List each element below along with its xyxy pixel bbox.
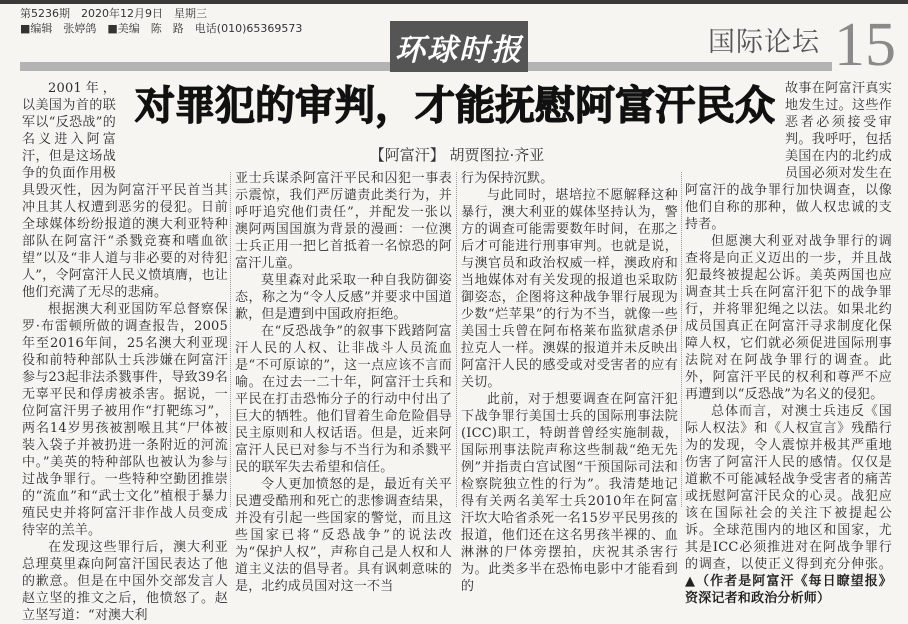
intro-text: 故事在阿富汗真实地发生过。这些作恶者必须接受审判。我呼吁，包括美国在内的北约成员国必须对发生在阿富汗的战争罪 <box>685 81 892 198</box>
paragraph-text: 总体而言，对澳士兵违反《国际人权法》和《人权宣言》残酷行为的发现，令人震惊并极其严重地伤害了阿富汗人民的感情。仅仅是道歉不可能减轻战争受害者的痛苦或抚慰阿富汗民众的心灵。战犯应该在国际社会的关注下被提起公诉。全球范围内的地区和国家，尤其是ICC必须推进对在阿战争罪行的调查，以使正义得到充分伸张。 <box>685 404 892 572</box>
page-number: 15 <box>834 11 896 79</box>
paragraph: 莫里森对此采取一种自我防御姿态，称之为“令人反感”并要求中国道歉，但是遭到中国政府拒绝。 <box>235 273 452 322</box>
column-3 <box>461 170 678 595</box>
paragraph: 行为保持沉默。 <box>461 171 554 186</box>
paragraph: 在“反恐战争”的叙事下践踏阿富汗人民的人权、让非战斗人员流血是“不可原谅的”，这一点应该不言而喻。在过去一二十年，阿富汗士兵和平民在打击恐怖分子的行动中付出了巨大的牺牲。他们冒着生命危险倡导民主原则和人权话语。但是，近来阿富汗人民已对参与不当行为和杀戮平民的联军失去希望和信任。 <box>235 324 452 475</box>
paragraph-text: 阿富汗平民首当其冲且其人权遭到恶劣的侵犯。日前全球媒体纷纷报道的澳大利亚特种部队在阿富汗“杀戮竞赛和嗜血欲望”以及“非人道与非必要的对待犯人”，令阿富汗人民义愤填膺，也让他们充满了无尽的悲痛。 <box>22 183 228 300</box>
issue-line: 第5236期 2020年12月9日 星期三 <box>20 7 207 20</box>
paragraph: 亚士兵谋杀阿富汗平民和囚犯一事表示震惊，我们严厉谴责此类行为，并呼吁追究他们责任”，并配发一张以澳阿两国国旗为背景的漫画：一位澳士兵正用一把匕首抵着一名惊恐的阿富汗儿童。 <box>235 171 452 271</box>
column-divider <box>456 172 457 507</box>
byline-author: 胡贾图拉·齐亚 <box>449 146 545 164</box>
intro-text: 2001年，以美国为首的联军以“反恐战”的名义进入阿富汗，但是这场战争的负面作用极具毁灭性，因为 <box>22 81 119 198</box>
author-note: ▲（作者是阿富汗《每日瞭望报》资深记者和政治分析师） <box>685 574 892 606</box>
paragraph: 与此同时，堪培拉不愿解释这种暴行，澳大利亚的媒体坚持认为，警方的调查可能需要数年时间，在那之后才可能进行刑事审判。也就是说，与澳官员和政治权威一样，澳政府和当地媒体对有关发现的报道也采取防御姿态，企图将这种战争罪行展现为少数“烂苹果”的行为不当，就像一些美国士兵曾在阿布格莱布监狱虐杀伊拉克人一样。澳媒的报道并未反映出阿富汗人民的感受或对受害者的应有关切。 <box>461 188 678 390</box>
paragraph: 根据澳大利亚国防军总督察保罗·布雷顿所做的调查报告，2005年至2016年间，25名澳大利亚现役和前特种部队士兵涉嫌在阿富汗参与23起非法杀戮事件，导致39名无辜平民和俘虏被杀害。据说，一位阿富汗男子被用作“打靶练习”，两名14岁男孩被割喉且其“尸体被装入袋子并被扔进一条附近的河流中。”美英的特种部队也被认为参与过战争罪行。一些特种空勤团推崇的“流血”和“武士文化”植根于暴力殖民史并将阿富汗非作战人员变成待宰的羔羊。 <box>22 302 228 538</box>
column-divider <box>230 172 231 507</box>
paragraph: 此前，对于想要调查在阿富汗犯下战争罪行美国士兵的国际刑事法院(ICC)职工，特朗普曾经实施制裁，国际刑事法院声称这些制裁“绝无先例”并指责白宫试图“干预国际司法和检察院独立性的行为”。我清楚地记得有关两名美军士兵2010年在阿富汗坎大哈省杀死一名15岁平民男孩的报道，他们还在这名男孩半裸的、血淋淋的尸体旁摆拍，庆祝其杀害行为。此类多半在恐怖电影中才能看到的 <box>461 392 678 594</box>
top-bar <box>0 0 908 4</box>
byline <box>232 146 682 164</box>
column-1 <box>22 80 228 624</box>
paragraph: 在发现这些罪行后，澳大利亚总理莫里森向阿富汗国民表达了他的歉意。但是在中国外交部发言人赵立坚的推文之后，他愤怒了。赵立坚写道：“对澳大利 <box>22 540 228 623</box>
column-4 <box>685 80 892 607</box>
byline-location: 【阿富汗】 <box>369 146 445 164</box>
headline-spacer <box>116 80 228 182</box>
paragraph-text: 行加快调查，以像他们自称的那种，做人权忠诚的支持者。 <box>685 183 892 232</box>
section-title: 国际论坛 <box>708 27 820 58</box>
column-2 <box>235 170 452 595</box>
staff-line: ■编辑 张婷鸽 ■美编 陈 路 电话(010)65369573 <box>20 22 303 35</box>
headline-spacer <box>685 80 785 182</box>
paragraph: 但愿澳大利亚对战争罪行的调查将是向正义迈出的一步，并且战犯最终被提起公诉。美英两国也应调查其士兵在阿富汗犯下的战争罪行，并将罪犯绳之以法。如果北约成员国真正在阿富汗寻求制度化保障人权，它们就必须促进国际刑事法院对在阿战争罪行的调查。此外，阿富汗平民的权利和尊严不应再遭到以“反恐战”为名义的侵犯。 <box>685 234 892 402</box>
newspaper-logo: 环球时报 <box>390 21 528 72</box>
column-divider <box>681 172 682 507</box>
article-title: 对罪犯的审判，才能抚慰阿富汗民众 <box>135 83 775 129</box>
paragraph: 令人更加愤怒的是，最近有关平民遭受酷刑和死亡的悲惨调查结果，并没有引起一些国家的警觉，而且这些国家已将“反恐战争”的说法改为“保护人权”，声称自己是人权和人道主义法的倡导者。具有讽刺意味的是，北约成员国对这一不当 <box>235 477 452 594</box>
paragraph <box>685 403 892 607</box>
